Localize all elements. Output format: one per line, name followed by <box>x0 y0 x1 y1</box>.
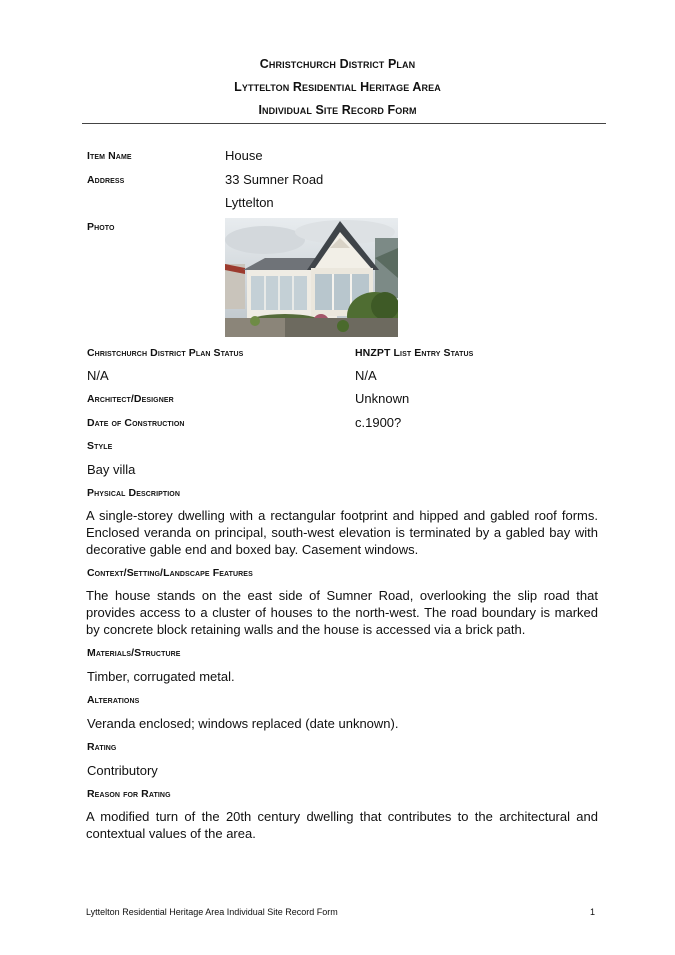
style-value: Bay villa <box>87 462 136 477</box>
context-label: Context/Setting/Landscape Features <box>87 567 253 579</box>
context-text: The house stands on the east side of Sumner Road, overlooking the slip road that provides access to a cluster of houses to the north-west. The road boundary is marked by concrete block retaining walls and the house is accessed via a brick path. <box>86 588 598 637</box>
materials-label: Materials/Structure <box>87 647 181 659</box>
header-plan-title: Christchurch District Plan <box>259 57 416 71</box>
hnzpt-status-label: HNZPT List Entry Status <box>355 347 474 359</box>
physical-description-text: A single-storey dwelling with a rectangular footprint and hipped and gabled roof forms. Enclosed veranda on principal, south-west elevation is terminated by a gabled bay with decorative gable end and boxed bay. Casement windows. <box>86 508 598 557</box>
address-label: Address <box>87 174 125 186</box>
rating-label: Rating <box>87 741 117 753</box>
rating-text: Contributory <box>87 763 158 778</box>
district-plan-status-label: Christchurch District Plan Status <box>87 347 244 359</box>
hnzpt-status-value: N/A <box>355 368 377 383</box>
address-line-1: 33 Sumner Road <box>225 172 324 187</box>
architect-label: Architect/Designer <box>87 393 174 405</box>
reason-for-rating-label: Reason for Rating <box>87 788 171 800</box>
physical-description-label: Physical Description <box>87 487 181 499</box>
architect-value: Unknown <box>355 391 410 406</box>
district-plan-status-value: N/A <box>87 368 109 383</box>
alterations-text: Veranda enclosed; windows replaced (date unknown). <box>87 716 399 731</box>
photo-label: Photo <box>87 221 115 233</box>
item-name-value: House <box>225 148 263 163</box>
header-area-title: Lyttelton Residential Heritage Area <box>234 80 441 94</box>
materials-text: Timber, corrugated metal. <box>87 669 235 684</box>
reason-for-rating-text: A modified turn of the 20th century dwelling that contributes to the architectural and contextual values of the area. <box>86 809 598 841</box>
header-divider <box>82 123 606 124</box>
address-line-2: Lyttelton <box>225 195 274 210</box>
footer-page-number: 1 <box>590 907 596 917</box>
style-label: Style <box>87 440 113 452</box>
date-of-construction-label: Date of Construction <box>87 417 185 429</box>
date-of-construction-value: c.1900? <box>355 415 402 430</box>
alterations-label: Alterations <box>87 694 140 706</box>
item-name-label: Item Name <box>87 150 132 162</box>
footer-title: Lyttelton Residential Heritage Area Individual Site Record Form <box>86 907 338 917</box>
header-form-title: Individual Site Record Form <box>258 103 417 117</box>
house-photo <box>225 218 398 337</box>
